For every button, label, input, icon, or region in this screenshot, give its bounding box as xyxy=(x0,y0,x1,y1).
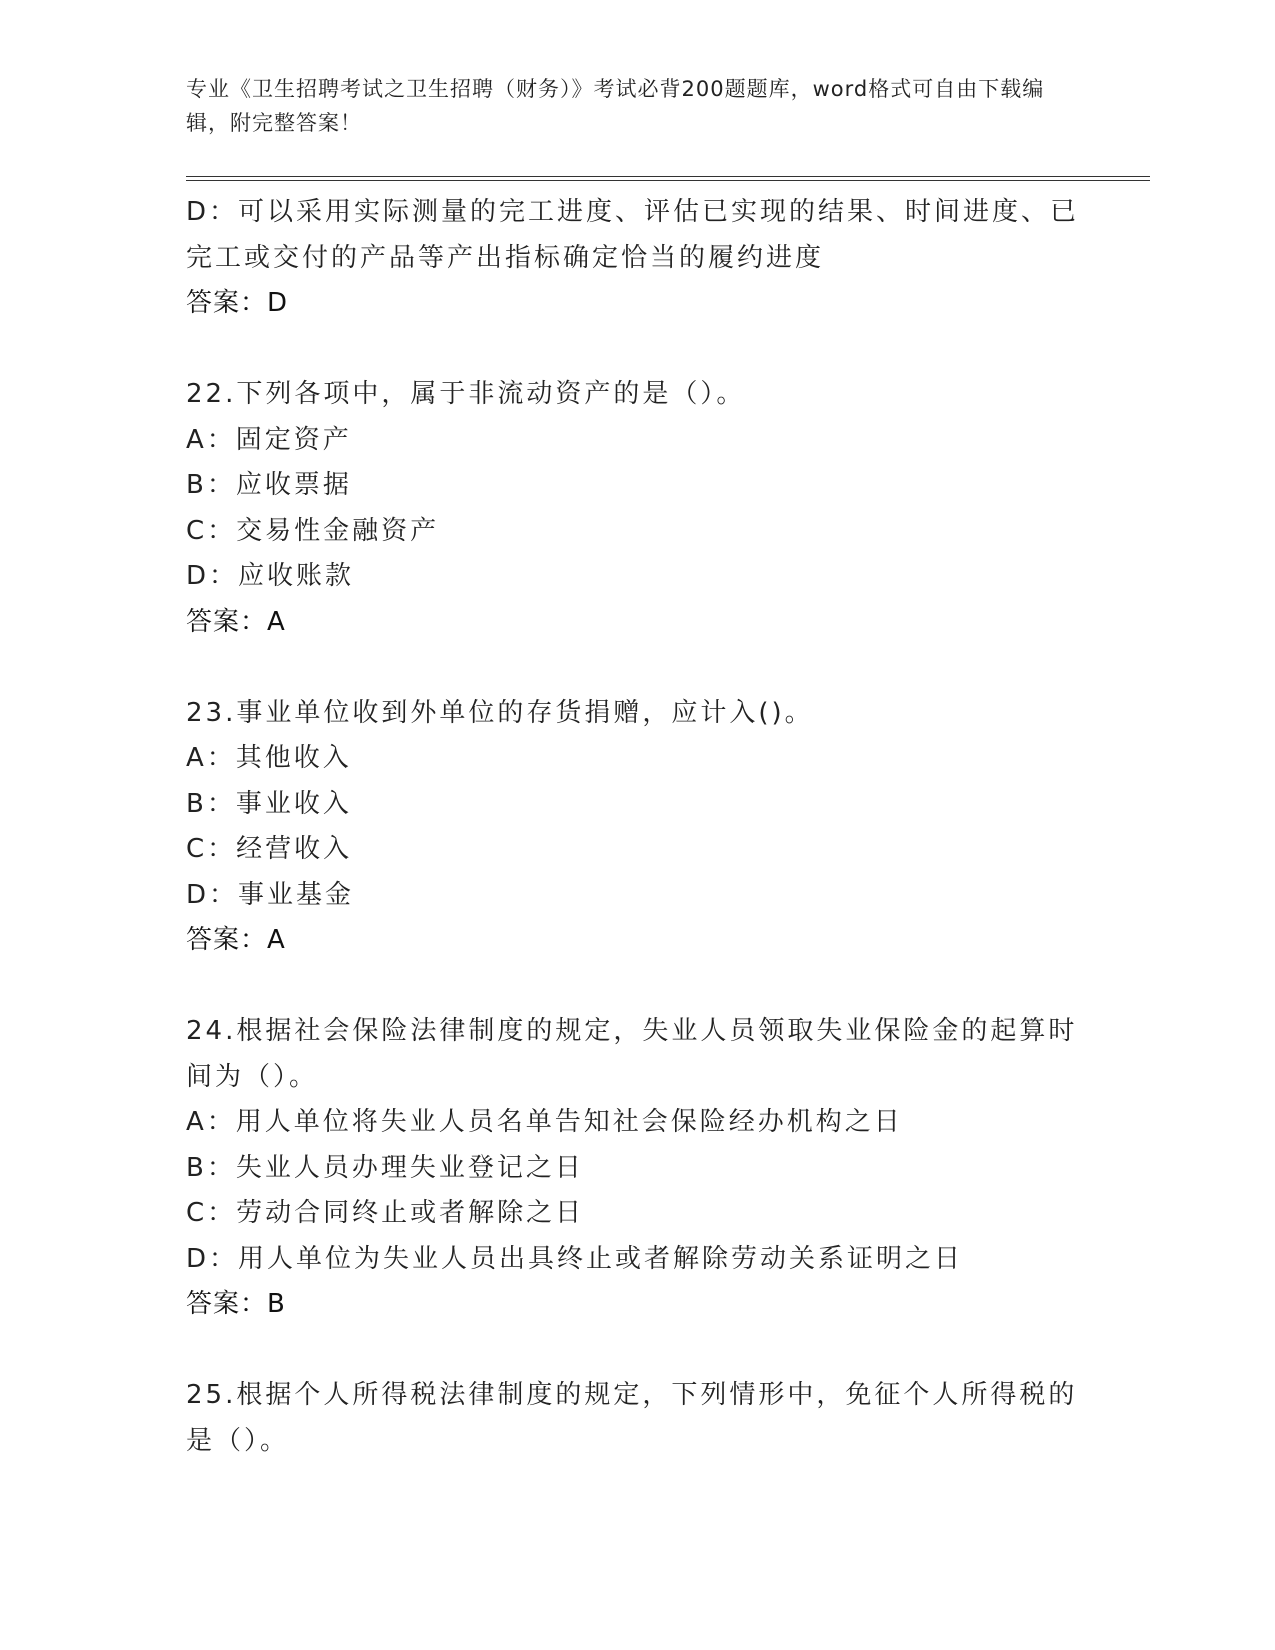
option-c: C：交易性金融资产 xyxy=(186,515,440,546)
option-b: B：应收票据 xyxy=(186,470,352,500)
question-stem: 24.根据社会保险法律制度的规定，失业人员领取失业保险金的起算时间为（）。 xyxy=(186,1016,1078,1092)
question-stem: 25.根据个人所得税法律制度的规定，下列情形中，免征个人所得税的是（）。 xyxy=(186,1380,1078,1456)
question-list xyxy=(186,190,1086,1464)
question-stem: 22.下列各项中，属于非流动资产的是（）。 xyxy=(186,379,746,409)
option-c: C：经营收入 xyxy=(186,834,353,864)
answer-line: 答案：D xyxy=(186,288,289,318)
option-a: A：其他收入 xyxy=(186,743,352,773)
question-25 xyxy=(186,1373,1086,1464)
answer-line: 答案：A xyxy=(186,925,286,955)
header-divider xyxy=(186,176,1150,181)
question-stem: 23.事业单位收到外单位的存货捐赠，应计入()。 xyxy=(186,697,814,728)
option-a: A：固定资产 xyxy=(186,424,352,455)
prev-question-block xyxy=(186,190,1086,327)
option-b: B：事业收入 xyxy=(186,788,352,819)
document-header: 专业《卫生招聘考试之卫生招聘（财务）》考试必背200题题库，word格式可自由下载编辑，附完整答案！ xyxy=(186,77,1045,135)
option-c: C：劳动合同终止或者解除之日 xyxy=(186,1198,585,1228)
question-23 xyxy=(186,691,1086,964)
option-d: D：用人单位为失业人员出具终止或者解除劳动关系证明之日 xyxy=(186,1243,964,1274)
spacer xyxy=(186,1328,1086,1374)
question-22 xyxy=(186,372,1086,645)
question-24 xyxy=(186,1009,1086,1328)
option-a: A：用人单位将失业人员名单告知社会保险经办机构之日 xyxy=(186,1107,903,1137)
answer-line: 答案：A xyxy=(186,606,286,637)
answer-line: 答案：B xyxy=(186,1289,286,1319)
option-d: D：可以采用实际测量的完工进度、评估已实现的结果、时间进度、已完工或交付的产品等产出指标确定恰当的履约进度 xyxy=(186,197,1080,273)
option-d: D：事业基金 xyxy=(186,879,355,910)
option-d: D：应收账款 xyxy=(186,561,355,591)
option-b: B：失业人员办理失业登记之日 xyxy=(186,1152,584,1183)
spacer xyxy=(186,645,1086,691)
spacer xyxy=(186,327,1086,373)
spacer xyxy=(186,964,1086,1010)
